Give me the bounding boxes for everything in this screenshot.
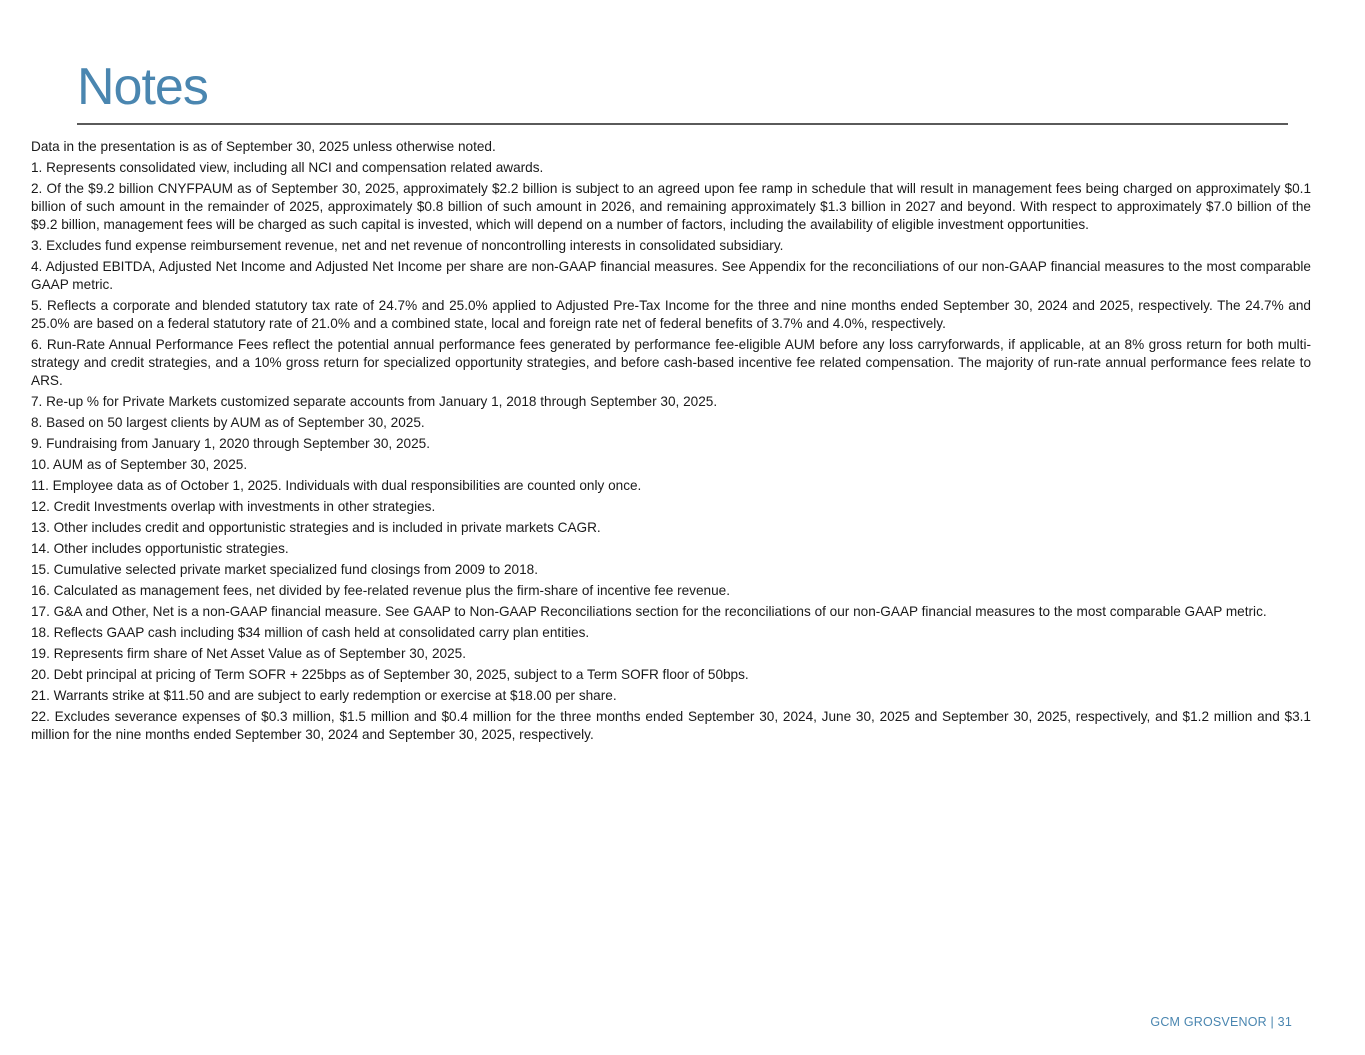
note-12: 12. Credit Investments overlap with investments in other strategies. (31, 499, 436, 514)
note-20: 20. Debt principal at pricing of Term SOFR + 225bps as of September 30, 2025, subject to a Term SOFR floor of 50bps. (31, 667, 749, 682)
note-14: 14. Other includes opportunistic strategies. (31, 541, 289, 556)
note-9: 9. Fundraising from January 1, 2020 through September 30, 2025. (31, 436, 430, 451)
note-10: 10. AUM as of September 30, 2025. (31, 457, 248, 472)
page-footer: GCM GROSVENOR | 31 (1150, 1015, 1292, 1029)
note-8: 8. Based on 50 largest clients by AUM as of September 30, 2025. (31, 415, 425, 430)
note-19: 19. Represents firm share of Net Asset Value as of September 30, 2025. (31, 646, 466, 661)
note-17: 17. G&A and Other, Net is a non-GAAP financial measure. See GAAP to Non-GAAP Reconciliations section for the reconciliations of our non-GAAP financial measures to the most comparable GAAP metric. (31, 604, 1267, 619)
note-7: 7. Re-up % for Private Markets customized separate accounts from January 1, 2018 through September 30, 2025. (31, 394, 718, 409)
note-11: 11. Employee data as of October 1, 2025. Individuals with dual responsibilities are counted only once. (31, 478, 642, 493)
note-13: 13. Other includes credit and opportunistic strategies and is included in private markets CAGR. (31, 520, 601, 535)
note-5: 5. Reflects a corporate and blended statutory tax rate of 24.7% and 25.0% applied to Adjusted Pre-Tax Income for the three and nine months ended September 30, 2024 and 2025, respectively. The 24.7% and 25.0% are based on a federal statutory rate of 21.0% and a combined state, local and foreign rate net of federal benefits of 3.7% and 4.0%, respectively. (31, 298, 1311, 331)
note-2: 2. Of the $9.2 billion CNYFPAUM as of September 30, 2025, approximately $2.2 billion is subject to an agreed upon fee ramp in schedule that will result in management fees being charged on approximately $0.1 billion of such amount in the remainder of 2025, approximately $0.8 billion of such amount in 2026, and remaining approximately $1.3 billion in 2027 and beyond. With respect to approximately $7.0 billion of the $9.2 billion, management fees will be charged as such capital is invested, which will depend on a number of factors, including the availability of eligible investment opportunities. (31, 181, 1311, 232)
note-6: 6. Run-Rate Annual Performance Fees reflect the potential annual performance fees generated by performance fee-eligible AUM before any loss carryforwards, if applicable, at an 8% gross return for both multi-strategy and credit strategies, and a 10% gross return for specialized opportunity strategies, and before cash-based incentive fee related compensation. The majority of run-rate annual performance fees relate to ARS. (31, 337, 1311, 388)
note-1: 1. Represents consolidated view, including all NCI and compensation related awards. (31, 160, 544, 175)
note-22: 22. Excludes severance expenses of $0.3 million, $1.5 million and $0.4 million for the three months ended September 30, 2024, June 30, 2025 and September 30, 2025, respectively, and $1.2 million and $3.1 million for the nine months ended September 30, 2024 and September 30, 2025, respectively. (31, 709, 1311, 742)
title-divider (77, 123, 1288, 125)
note-3: 3. Excludes fund expense reimbursement revenue, net and net revenue of noncontrolling interests in consolidated subsidiary. (31, 238, 784, 253)
notes-intro: Data in the presentation is as of September 30, 2025 unless otherwise noted. (31, 139, 496, 154)
note-21: 21. Warrants strike at $11.50 and are subject to early redemption or exercise at $18.00 per share. (31, 688, 617, 703)
note-16: 16. Calculated as management fees, net divided by fee-related revenue plus the firm-share of incentive fee revenue. (31, 583, 730, 598)
page-title: Notes (77, 58, 208, 116)
notes-list (31, 138, 1311, 747)
note-15: 15. Cumulative selected private market specialized fund closings from 2009 to 2018. (31, 562, 539, 577)
note-4: 4. Adjusted EBITDA, Adjusted Net Income and Adjusted Net Income per share are non-GAAP financial measures. See Appendix for the reconciliations of our non-GAAP financial measures to the most comparable GAAP metric. (31, 259, 1311, 292)
note-18: 18. Reflects GAAP cash including $34 million of cash held at consolidated carry plan entities. (31, 625, 590, 640)
